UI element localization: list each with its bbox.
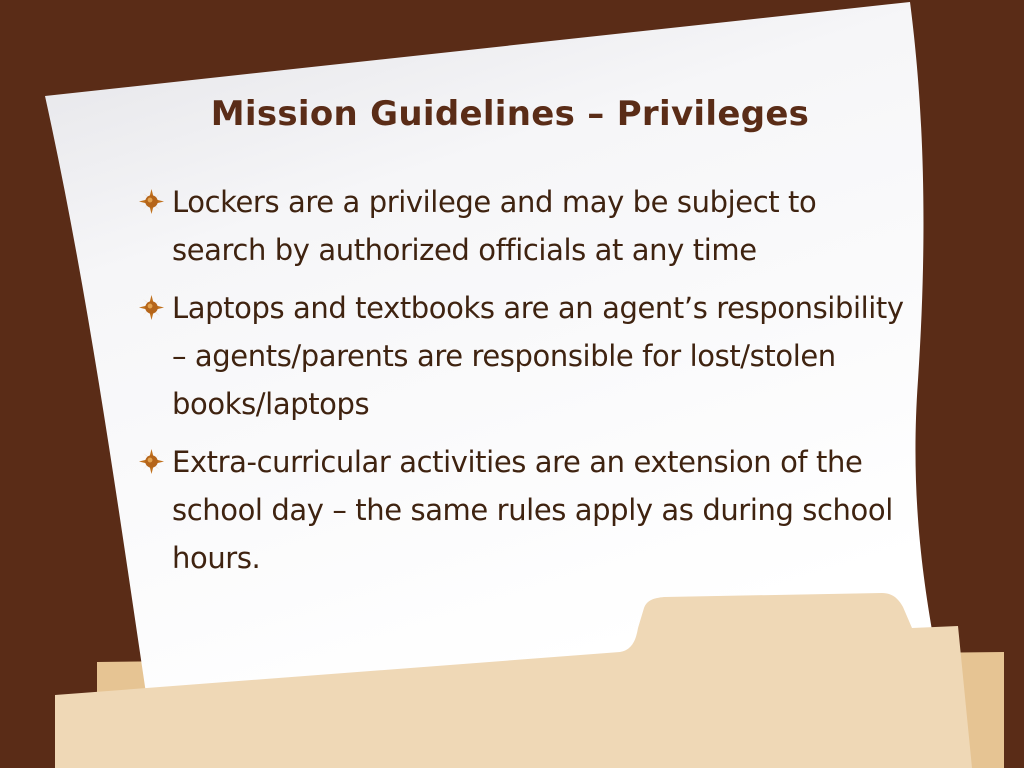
sunburst-bullet-icon (138, 448, 165, 475)
bullet-item (138, 178, 913, 274)
slide-title: Mission Guidelines – Privileges (210, 94, 810, 134)
sunburst-bullet-icon (138, 188, 165, 215)
bullet-text: Extra-curricular activities are an extension of the school day – the same rules apply as during school hours. (172, 445, 893, 575)
sunburst-bullet-icon (138, 294, 165, 321)
bullet-item (138, 438, 913, 582)
bullet-text: Laptops and textbooks are an agent’s responsibility – agents/parents are responsible for lost/stolen books/laptops (172, 291, 904, 421)
bullet-text: Lockers are a privilege and may be subject to search by authorized officials at any time (172, 185, 817, 267)
bullet-list (138, 178, 913, 592)
bullet-item (138, 284, 913, 428)
